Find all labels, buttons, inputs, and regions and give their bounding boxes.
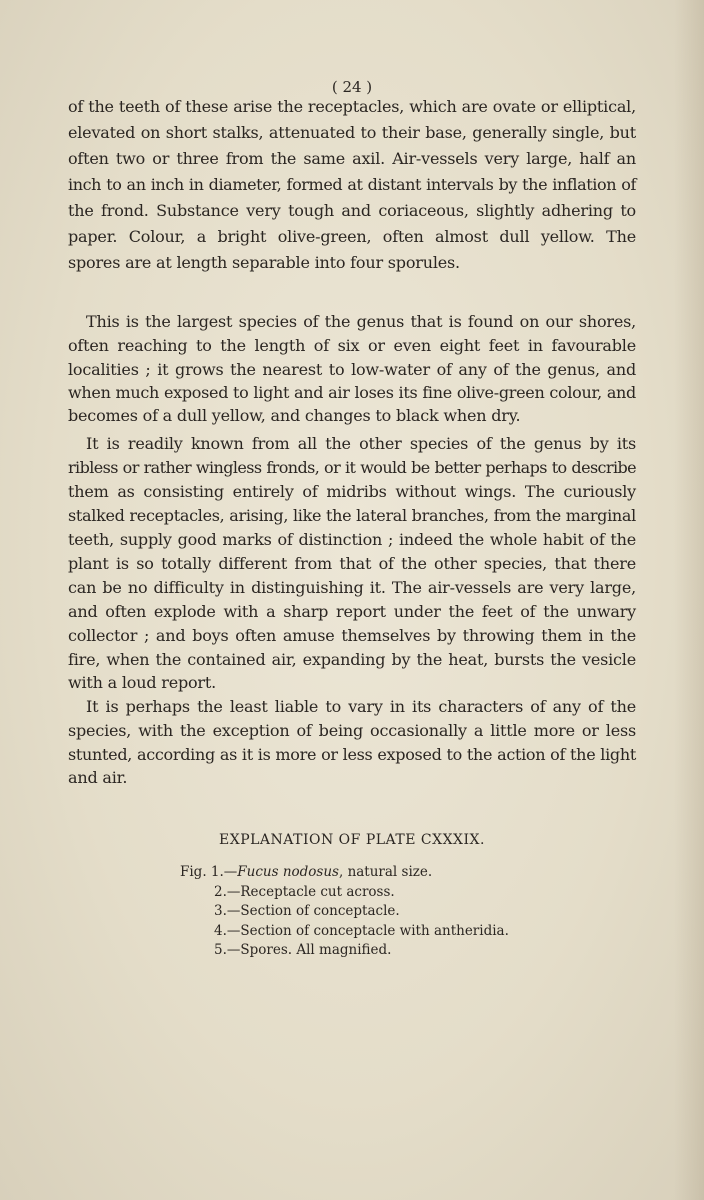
text-line: paper. Colour, a bright olive-green, often almost dull yellow. The [68, 227, 636, 246]
text-line: when much exposed to light and air loses its fine olive-green colour, and [68, 383, 636, 402]
text-line: stalked receptacles, arising, like the lateral branches, from the marginal [68, 506, 636, 525]
figure-caption [214, 941, 391, 959]
text-line: teeth, supply good marks of distinction ; indeed the whole habit of the [68, 530, 636, 549]
text-line: stunted, according as it is more or less exposed to the action of the light [68, 745, 636, 764]
text-line: with a loud report. [68, 673, 216, 692]
plate-explanation-heading: EXPLANATION OF PLATE CXXXIX. [219, 832, 485, 848]
figure-description: Section of conceptacle. [240, 903, 400, 919]
text-line: fire, when the contained air, expanding by the heat, bursts the vesicle [68, 650, 636, 669]
text-line: can be no difficulty in distinguishing it. The air-vessels are very large, [68, 578, 636, 597]
text-line: It is readily known from all the other species of the genus by its [86, 434, 636, 453]
figure-description: Section of conceptacle with antheridia. [240, 922, 509, 939]
text-line: the frond. Substance very tough and coriaceous, slightly adhering to [68, 201, 636, 220]
figure-number: Fig. 1.— [180, 864, 238, 880]
text-line: localities ; it grows the nearest to low-water of any of the genus, and [68, 360, 636, 379]
text-line: of the teeth of these arise the receptacles, which are ovate or elliptical, [68, 97, 636, 116]
text-line: often two or three from the same axil. Air-vessels very large, half an [68, 149, 636, 168]
figure-number: 2.— [214, 883, 241, 900]
text-line: collector ; and boys often amuse themselves by throwing them in the [68, 626, 636, 645]
text-line: elevated on short stalks, attenuated to their base, generally single, but [68, 123, 636, 142]
text-line: It is perhaps the least liable to vary in its characters of any of the [86, 697, 636, 716]
text-line: becomes of a dull yellow, and changes to black when dry. [68, 406, 521, 425]
species-name: Fucus nodosus [237, 864, 339, 880]
text-line: often reaching to the length of six or even eight feet in favourable [68, 336, 636, 355]
text-line: ribless or rather wingless fronds, or it would be better perhaps to describe [68, 458, 636, 477]
figure-number: 4.— [214, 922, 241, 939]
text-line: and air. [68, 768, 128, 787]
figure-caption [214, 883, 395, 901]
figure-caption [214, 922, 509, 940]
figure-description: , natural size. [338, 864, 433, 880]
figure-description: Receptacle cut across. [240, 883, 395, 900]
text-line: them as consisting entirely of midribs without wings. The curiously [68, 482, 636, 501]
text-line: This is the largest species of the genus that is found on our shores, [86, 312, 636, 331]
figure-number: 3.— [214, 903, 241, 919]
text-line: and often explode with a sharp report under the feet of the unwary [68, 602, 636, 621]
text-line: plant is so totally different from that of the other species, that there [68, 554, 636, 573]
page-number: ( 24 ) [331, 78, 373, 96]
figure-caption [180, 863, 432, 881]
text-line: inch to an inch in diameter, formed at distant intervals by the inflation of [68, 175, 636, 194]
text-line: spores are at length separable into four sporules. [68, 253, 460, 272]
figure-caption [214, 902, 400, 920]
text-line: species, with the exception of being occasionally a little more or less [68, 721, 636, 740]
figure-number: 5.— [214, 942, 241, 958]
figure-description: Spores. All magnified. [240, 942, 392, 958]
